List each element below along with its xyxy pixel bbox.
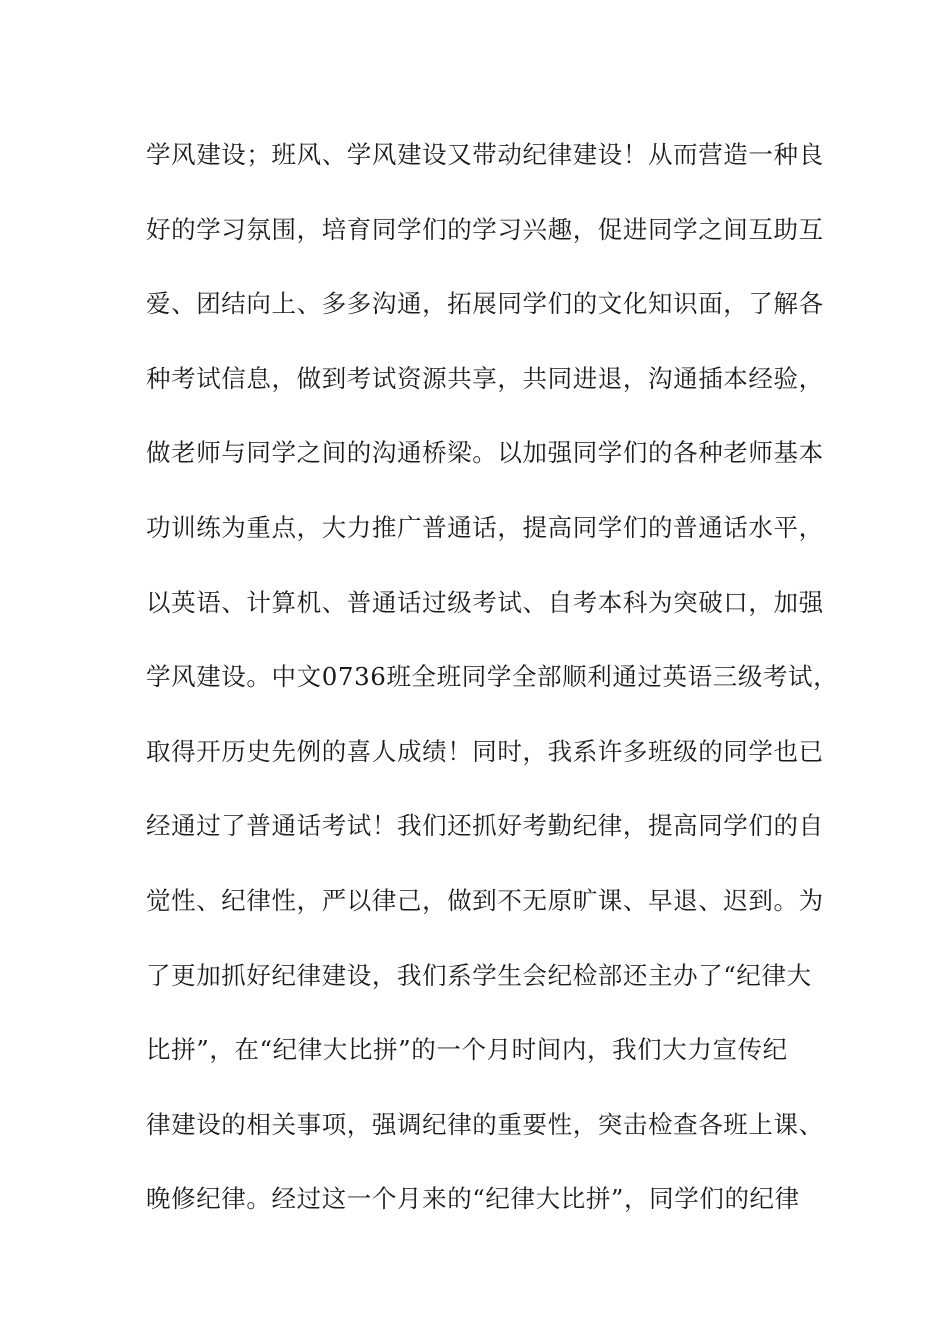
text-line: 好的学习氛围，培育同学们的学习兴趣，促进同学之间互助互 xyxy=(146,214,824,244)
text-line: 学风建设；班风、学风建设又带动纪律建设！从而营造一种良 xyxy=(146,140,824,169)
text-line: 功训练为重点，大力推广普通话，提高同学们的普通话水平， xyxy=(146,512,824,542)
text-line: 做老师与同学之间的沟通桥梁。以加强同学们的各种老师基本 xyxy=(146,438,824,468)
text-line: 种考试信息，做到考试资源共享，共同进退，沟通插本经验， xyxy=(146,363,824,393)
body-paragraph xyxy=(146,125,839,1244)
text-line: 比拼”，在“纪律大比拼”的一个月时间内，我们大力宣传纪 xyxy=(146,1035,788,1065)
text-line: 晚修纪律。经过这一个月来的“纪律大比拼”，同学们的纪律 xyxy=(146,1184,800,1214)
text-line: 以英语、计算机、普通话过级考试、自考本科为突破口，加强 xyxy=(146,587,824,617)
text-line: 爱、团结向上、多多沟通，拓展同学们的文化知识面，了解各 xyxy=(146,289,824,319)
text-line: 了更加抓好纪律建设，我们系学生会纪检部还主办了“纪律大 xyxy=(146,960,812,990)
text-line: 经通过了普通话考试！我们还抓好考勤纪律，提高同学们的自 xyxy=(146,811,824,841)
text-line: 取得开历史先例的喜人成绩！同时，我系许多班级的同学也已 xyxy=(146,736,824,766)
text-line: 律建设的相关事项，强调纪律的重要性，突击检查各班上课、 xyxy=(146,1109,824,1139)
text-line: 学风建设。中文0736班全班同学全部顺利通过英语三级考试， xyxy=(146,662,839,692)
text-line: 觉性、纪律性，严以律己，做到不无原旷课、早退、迟到。为 xyxy=(146,885,824,915)
